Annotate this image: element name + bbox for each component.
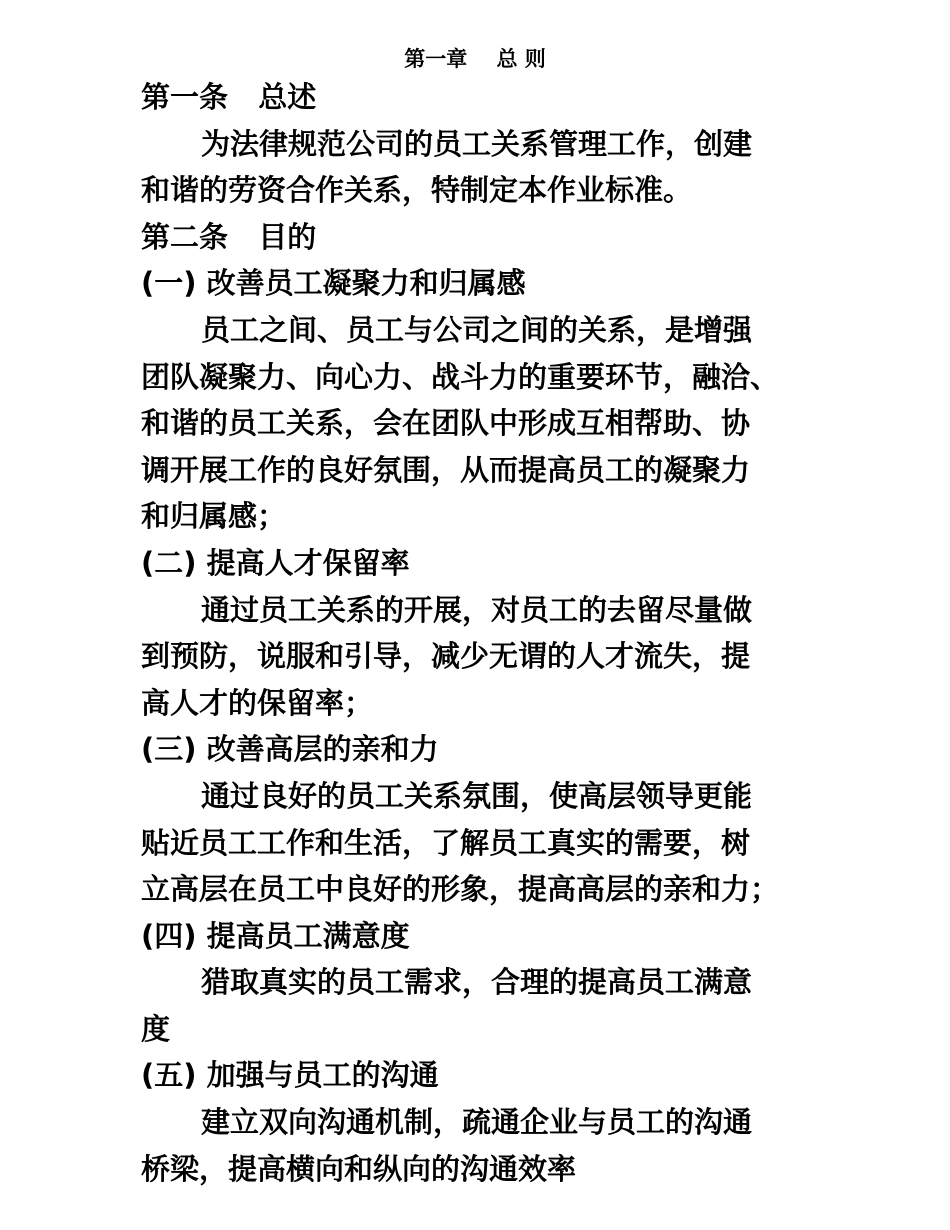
paragraph-line: 立高层在员工中良好的形象，提高高层的亲和力； (141, 872, 780, 907)
paragraph-line: 高人才的保留率； (141, 685, 374, 720)
section-heading-5: (五) 加强与员工的沟通 (141, 1058, 439, 1093)
paragraph-line: 调开展工作的良好氛围，从而提高员工的凝聚力 (141, 452, 751, 487)
paragraph-line: 贴近员工工作和生活，了解员工真实的需要，树 (141, 825, 751, 860)
paragraph-line: 和归属感； (141, 499, 287, 534)
paragraph-line: 团队凝聚力、向心力、战斗力的重要环节，融洽、 (141, 359, 780, 394)
paragraph-line: 和谐的员工关系，会在团队中形成互相帮助、协 (141, 406, 751, 441)
chapter-title: 第一章 总 则 (404, 47, 546, 71)
paragraph-line: 建立双向沟通机制，疏通企业与员工的沟通 (201, 1105, 753, 1140)
paragraph-line: 和谐的劳资合作关系，特制定本作业标准。 (141, 173, 693, 208)
section-heading-3: (三) 改善高层的亲和力 (141, 732, 439, 767)
section-heading-1: (一) 改善员工凝聚力和归属感 (141, 266, 526, 301)
article-heading-1: 第一条 总述 (141, 80, 317, 114)
paragraph-line: 为法律规范公司的员工关系管理工作，创建 (201, 126, 753, 161)
paragraph-line: 通过员工关系的开展，对员工的去留尽量做 (201, 592, 753, 627)
section-heading-4: (四) 提高员工满意度 (141, 918, 410, 953)
document-body (141, 74, 813, 1192)
paragraph-line: 度 (141, 1011, 171, 1046)
paragraph-line: 通过良好的员工关系氛围，使高层领导更能 (201, 778, 753, 813)
article-heading-2: 第二条 目的 (141, 219, 317, 254)
paragraph-line: 到预防，说服和引导，减少无谓的人才流失，提 (141, 639, 751, 674)
paragraph-line: 猎取真实的员工需求，合理的提高员工满意 (201, 965, 753, 1000)
paragraph-line: 员工之间、员工与公司之间的关系，是增强 (201, 312, 753, 347)
paragraph-line: 桥梁，提高横向和纵向的沟通效率 (141, 1151, 577, 1186)
section-heading-2: (二) 提高人才保留率 (141, 545, 410, 580)
